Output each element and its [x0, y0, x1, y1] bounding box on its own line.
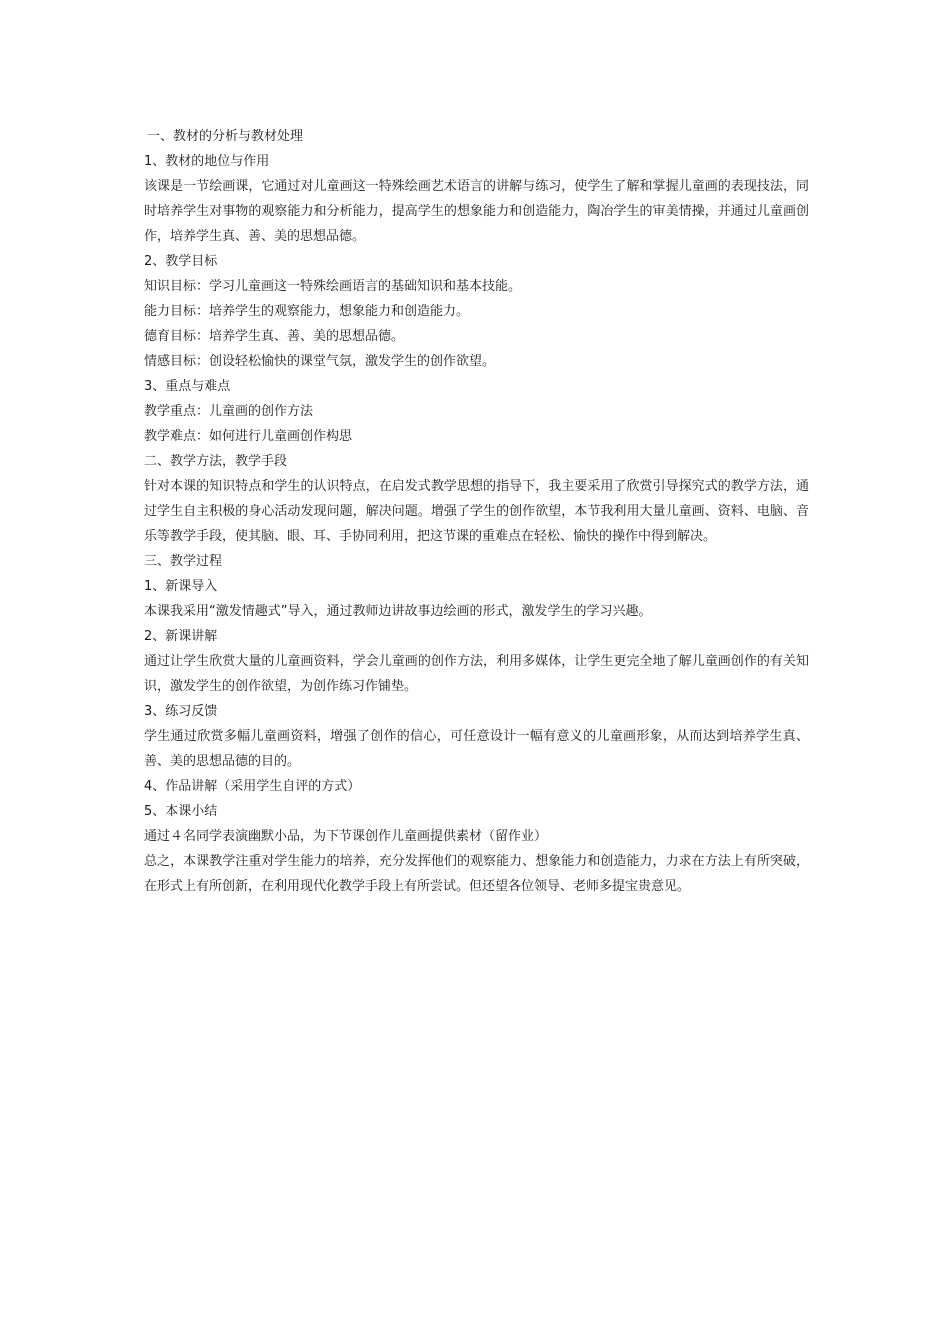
subheading-1-1: 1、教材的地位与作用 [144, 154, 270, 169]
subheading-3-5: 5、本课小结 [144, 804, 218, 819]
subheading-3-2: 2、新课讲解 [144, 629, 218, 644]
paragraph-3-1: 本课我采用“激发情趣式”导入，通过教师边讲故事边绘画的形式，激发学生的学习兴趣。 [144, 604, 652, 619]
section-heading-1: 一、教材的分析与教材处理 [147, 129, 304, 144]
paragraph-3-3: 学生通过欣赏多幅儿童画资料，增强了创作的信心，可任意设计一幅有意义的儿童画形象，从而达到培养学生真、善、美的思想品德的目的。 [144, 729, 809, 769]
subheading-3-3: 3、练习反馈 [144, 704, 218, 719]
teaching-key-point: 教学重点：儿童画的创作方法 [144, 404, 314, 419]
document-body [144, 124, 809, 899]
subheading-3-1: 1、新课导入 [144, 579, 218, 594]
section-heading-3: 三、教学过程 [144, 554, 223, 569]
section-heading-2: 二、教学方法，教学手段 [144, 454, 288, 469]
subheading-1-2: 2、教学目标 [144, 254, 218, 269]
goal-moral: 德育目标：培养学生真、善、美的思想品德。 [144, 329, 405, 344]
goal-knowledge: 知识目标：学习儿童画这一特殊绘画语言的基础知识和基本技能。 [144, 279, 522, 294]
paragraph-conclusion: 总之，本课教学注重对学生能力的培养，充分发挥他们的观察能力、想象能力和创造能力，力求在方法上有所突破，在形式上有所创新，在利用现代化教学手段上有所尝试。但还望各位领导、老师多提宝贵意见。 [144, 854, 809, 894]
paragraph-1-1: 该课是一节绘画课，它通过对儿童画这一特殊绘画艺术语言的讲解与练习，使学生了解和掌握儿童画的表现技法，同时培养学生对事物的观察能力和分析能力，提高学生的想象能力和创造能力，陶冶学生的审美情操，并通过儿童画创作，培养学生真、善、美的思想品德。 [144, 179, 809, 244]
goal-ability: 能力目标：培养学生的观察能力，想象能力和创造能力。 [144, 304, 470, 319]
paragraph-3-2: 通过让学生欣赏大量的儿童画资料，学会儿童画的创作方法，利用多媒体，让学生更完全地了解儿童画创作的有关知识，激发学生的创作欲望，为创作练习作铺垫。 [144, 654, 809, 694]
paragraph-2: 针对本课的知识特点和学生的认识特点，在启发式教学思想的指导下，我主要采用了欣赏引导探究式的教学方法，通过学生自主积极的身心活动发现问题，解决问题。增强了学生的创作欲望，本节我利用大量儿童画、资料、电脑、音乐等教学手段，使其脑、眼、耳、手协同利用，把这节课的重难点在轻松、愉快的操作中得到解决。 [144, 479, 809, 544]
teaching-difficulty: 教学难点：如何进行儿童画创作构思 [144, 429, 353, 444]
subheading-1-3: 3、重点与难点 [144, 379, 231, 394]
paragraph-3-5: 通过４名同学表演幽默小品，为下节课创作儿童画提供素材（留作业） [144, 829, 548, 844]
goal-emotion: 情感目标：创设轻松愉快的课堂气氛，激发学生的创作欲望。 [144, 354, 496, 369]
subheading-3-4: 4、作品讲解（采用学生自评的方式） [144, 779, 361, 794]
